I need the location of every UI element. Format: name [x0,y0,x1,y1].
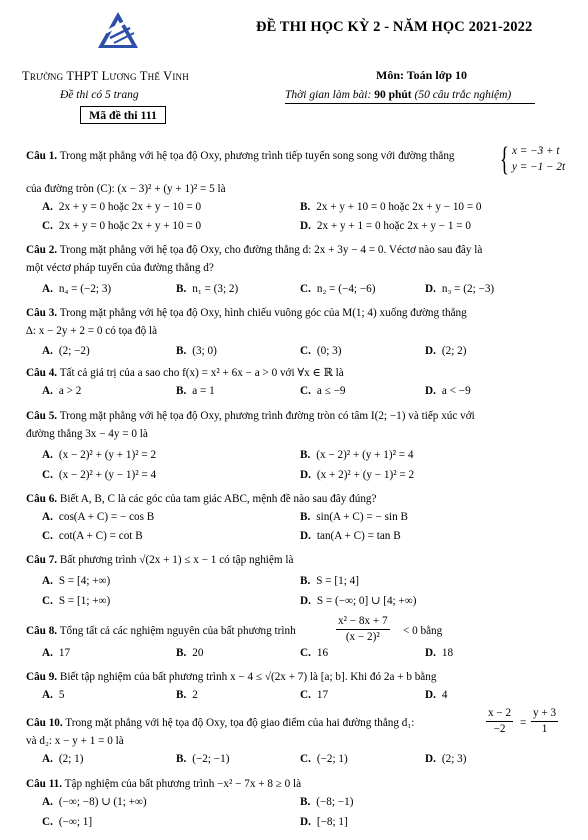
exam-code: Mã đề thi 111 [80,106,166,124]
question-text: Tổng tất cả các nghiệm nguyên của bất phương trình [59,625,296,637]
equals-sign: = [520,717,527,729]
option-a[interactable]: A. 17 [42,647,71,659]
option-b[interactable]: B. (3; 0) [176,345,217,357]
option-d[interactable]: D. (2; 3) [425,753,467,765]
option-b[interactable]: B. sin(A + C) = − sin B [300,511,408,523]
question-4 [26,366,566,381]
question-2 [26,243,566,258]
question-6 [26,492,566,507]
option-c[interactable]: C. n₂ = (−4; −6) [300,283,376,295]
question-5 [26,409,566,424]
question-label: Câu 4. [26,367,58,379]
option-a[interactable]: A. a > 2 [42,385,82,397]
option-d[interactable]: D. S = (−∞; 0] ∪ [4; +∞) [300,595,417,607]
question-3 [26,306,566,321]
question-text: Tập nghiệm của bất phương trình −x² − 7x + 8 ≥ 0 là [64,778,302,790]
option-b[interactable]: B. S = [1; 4] [300,575,359,587]
option-c[interactable]: C. 17 [300,689,329,701]
fraction-denominator: (x − 2)² [345,630,380,643]
option-d[interactable]: D. a < −9 [425,385,471,397]
option-d[interactable]: D. tan(A + C) = tan B [300,530,401,542]
option-a[interactable]: A. (2; −2) [42,345,90,357]
question-10 [26,716,566,731]
option-c[interactable]: C. a ≤ −9 [300,385,346,397]
fraction-numerator: y + 3 [531,706,558,722]
option-c[interactable]: C. (x − 2)² + (y − 1)² = 4 [42,469,157,481]
question-text-2: ∆: x − 2y + 2 = 0 có tọa độ là [26,325,158,337]
question-9 [26,670,566,685]
question-text: Biết tập nghiệm của bất phương trình x − 4 ≤ √(2x + 7) là [a; b]. Khi đó 2a + b bằng [59,671,437,683]
time-suffix: (50 câu trắc nghiệm) [414,89,512,101]
question-8 [26,624,566,639]
option-d[interactable]: D. 18 [425,647,454,659]
exam-time [285,88,511,103]
exam-title: ĐỀ THI HỌC KỲ 2 - NĂM HỌC 2021-2022 [256,19,533,35]
option-b[interactable]: B. (x − 2)² + (y + 1)² = 4 [300,449,414,461]
option-b[interactable]: B. 20 [176,647,204,659]
time-rule [285,103,535,104]
option-d[interactable]: D. n₃ = (2; −3) [425,283,495,295]
question-text-2: và d₂: x − y + 1 = 0 là [26,735,124,747]
question-11 [26,777,566,792]
option-b[interactable]: B. 2x + y + 10 = 0 hoặc 2x + y − 10 = 0 [300,201,482,213]
option-c[interactable]: C. (−∞; 1] [42,816,93,828]
question-label: Câu 10. [26,717,63,729]
question-text-2: đường thẳng 3x − 4y = 0 là [26,428,148,440]
fraction-2 [531,706,558,737]
question-text: Trong mặt phẳng với hệ tọa độ Oxy, phương trình đường tròn có tâm I(2; −1) và tiếp xúc với [59,410,475,422]
option-b[interactable]: B. 2 [176,689,198,701]
option-a[interactable]: A. (2; 1) [42,753,84,765]
question-text: Trong mặt phẳng với hệ tọa độ Oxy, phương trình tiếp tuyến song song với đường thẳng [59,150,455,162]
question-label: Câu 1. [26,150,58,162]
option-a[interactable]: A. S = [4; +∞) [42,575,111,587]
question-text: Trong mặt phẳng với hệ tọa độ Oxy, hình chiếu vuông góc của M(1; 4) xuống đường thẳng [59,307,467,319]
question-label: Câu 2. [26,244,58,256]
question-label: Câu 6. [26,493,58,505]
option-c[interactable]: C. 16 [300,647,329,659]
option-d[interactable]: D. (2; 2) [425,345,467,357]
option-c[interactable]: C. 2x + y = 0 hoặc 2x + y + 10 = 0 [42,220,202,232]
time-prefix: Thời gian làm bài: [285,89,372,101]
time-duration: 90 phút [374,89,412,101]
question-7 [26,553,566,568]
option-a[interactable]: A. (−∞; −8) ∪ (1; +∞) [42,796,147,808]
option-d[interactable]: D. 4 [425,689,448,701]
option-b[interactable]: B. a = 1 [176,385,215,397]
question-label: Câu 5. [26,410,58,422]
option-d[interactable]: D. (x + 2)² + (y − 1)² = 2 [300,469,415,481]
option-c[interactable]: C. cot(A + C) = cot B [42,530,143,542]
question-text-2: một véctơ pháp tuyến của đường thẳng d? [26,262,214,274]
school-name: Trường THPT Lương Thế Vinh [22,69,189,83]
option-a[interactable]: A. (x − 2)² + (y + 1)² = 2 [42,449,157,461]
fraction-denominator: 1 [541,722,548,735]
question-text: Bất phương trình √(2x + 1) ≤ x − 1 có tập nghiệm là [59,554,294,566]
option-b[interactable]: B. n₁ = (3; 2) [176,283,239,295]
option-a[interactable]: A. cos(A + C) = − cos B [42,511,155,523]
fraction [336,614,390,645]
subject: Môn: Toán lớp 10 [376,68,468,82]
option-c[interactable]: C. (−2; 1) [300,753,348,765]
question-text: Tất cả giá trị của a sao cho f(x) = x² + 6x − a > 0 với ∀x ∈ ℝ là [59,367,344,379]
question-text: Biết A, B, C là các góc của tam giác ABC, mệnh đề nào sau đây đúng? [59,493,377,505]
option-d[interactable]: D. [−8; 1] [300,816,348,828]
question-text-after: < 0 bằng [403,625,443,637]
option-a[interactable]: A. 2x + y = 0 hoặc 2x + y − 10 = 0 [42,201,202,213]
question-label: Câu 9. [26,671,58,683]
question-text-2: của đường tròn (C): (x − 3)² + (y + 1)² = 5 là [26,183,226,195]
option-b[interactable]: B. (−8; −1) [300,796,354,808]
system-line-2: y = −1 − 2t [512,161,566,173]
question-label: Câu 11. [26,778,63,790]
option-a[interactable]: A. 5 [42,689,65,701]
system-line-1: x = −3 + t [512,145,560,157]
pages-note: Đề thi có 5 trang [60,89,139,101]
question-label: Câu 3. [26,307,58,319]
option-b[interactable]: B. (−2; −1) [176,753,230,765]
fraction-denominator: −2 [493,722,506,735]
fraction-numerator: x² − 8x + 7 [336,614,390,630]
option-c[interactable]: C. S = [1; +∞) [42,595,111,607]
fraction-1 [486,706,513,737]
question-label: Câu 8. [26,625,58,637]
brace-icon: { [500,141,509,178]
option-c[interactable]: C. (0; 3) [300,345,342,357]
option-d[interactable]: D. 2x + y + 1 = 0 hoặc 2x + y − 1 = 0 [300,220,471,232]
school-logo-icon [96,10,140,50]
fraction-numerator: x − 2 [486,706,513,722]
parametric-system [500,143,570,177]
question-label: Câu 7. [26,554,58,566]
question-text: Trong mặt phẳng với hệ tọa độ Oxy, tọa độ giao điểm của hai đường thẳng d₁: [65,717,415,729]
question-1 [26,149,566,164]
option-a[interactable]: A. n₄ = (−2; 3) [42,283,112,295]
question-text: Trong mặt phẳng với hệ tọa độ Oxy, cho đường thẳng d: 2x + 3y − 4 = 0. Véctơ nào sau đây là [59,244,483,256]
